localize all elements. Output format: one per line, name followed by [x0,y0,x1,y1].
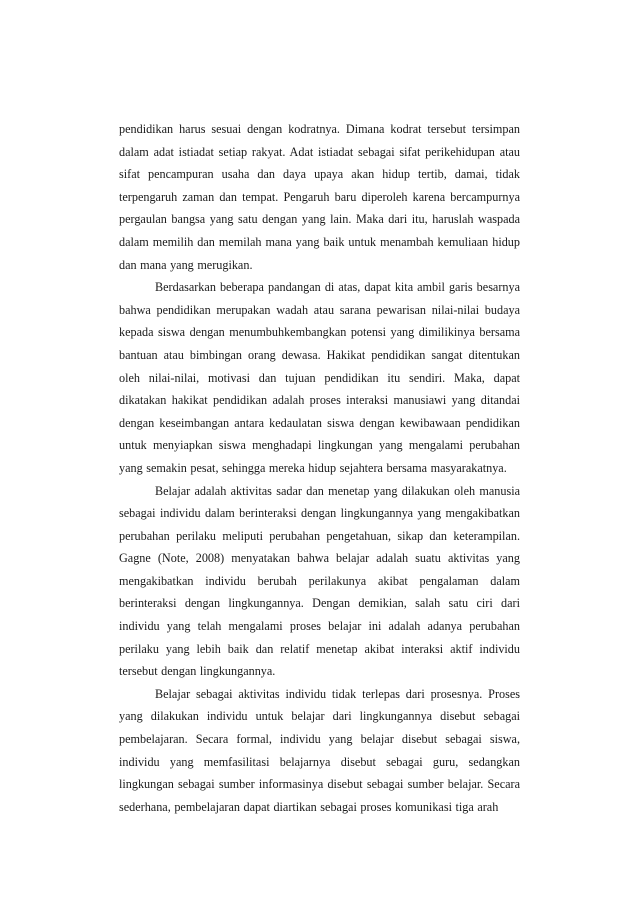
document-body [119,118,520,818]
paragraph-1: pendidikan harus sesuai dengan kodratnya. Dimana kodrat tersebut tersimpan dalam adat istiadat setiap rakyat. Adat istiadat sebagai sifat perikehidupan atau sifat pencampuran usaha dan daya upaya akan hidup tertib, damai, tidak terpengaruh zaman dan tempat. Pengaruh baru diperoleh karena bercampurnya pergaulan bangsa yang satu dengan yang lain. Maka dari itu, haruslah waspada dalam memilih dan memilah mana yang baik untuk menambah kemuliaan hidup dan mana yang merugikan. [119,122,520,272]
paragraph-3: Belajar adalah aktivitas sadar dan menetap yang dilakukan oleh manusia sebagai individu dalam berinteraksi dengan lingkungannya yang mengakibatkan perubahan perilaku meliputi perubahan pengetahuan, sikap dan keterampilan. Gagne (Note, 2008) menyatakan bahwa belajar adalah suatu aktivitas yang mengakibatkan individu berubah perilakunya akibat pengalaman dalam berinteraksi dengan lingkungannya. Dengan demikian, salah satu ciri dari individu yang telah mengalami proses belajar ini adalah adanya perubahan perilaku yang lebih baik dan relatif menetap akibat interaksi aktif individu tersebut dengan lingkungannya. [119,483,520,679]
paragraph-4: Belajar sebagai aktivitas individu tidak terlepas dari prosesnya. Proses yang dilakukan individu untuk belajar dari lingkungannya disebut sebagai pembelajaran. Secara formal, individu yang belajar disebut sebagai siswa, individu yang memfasilitasi belajarnya disebut sebagai guru, sedangkan lingkungan sebagai sumber informasinya disebut sebagai sumber belajar. Secara sederhana, pembelajaran dapat diartikan sebagai proses komunikasi tiga arah [119,686,520,814]
paragraph-2: Berdasarkan beberapa pandangan di atas, dapat kita ambil garis besarnya bahwa pendidikan merupakan wadah atau sarana pewarisan nilai-nilai budaya kepada siswa dengan menumbuhkembangkan potensi yang dimilikinya bersama bantuan atau bimbingan orang dewasa. Hakikat pendidikan sangat ditentukan oleh nilai-nilai, motivasi dan tujuan pendidikan itu sendiri. Maka, dapat dikatakan hakikat pendidikan adalah proses interaksi manusiawi yang ditandai dengan keseimbangan antara kedaulatan siswa dengan kewibawaan pendidikan untuk menyiapkan siswa menghadapi lingkungan yang mengalami perubahan yang semakin pesat, sehingga mereka hidup sejahtera bersama masyarakatnya. [119,280,520,475]
